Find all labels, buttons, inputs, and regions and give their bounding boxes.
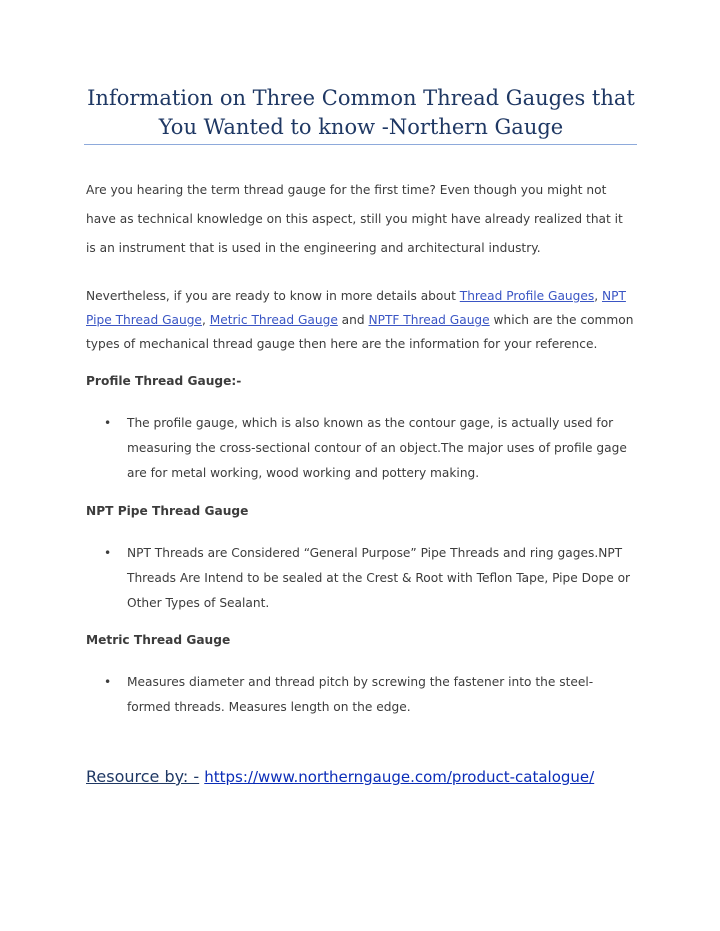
bullet-icon: •: [104, 546, 112, 560]
list-item-text: NPT Threads are Considered “General Purpose” Pipe Threads and ring gages.NPT Threads Are Intend to be sealed at the Crest & Root with Teflon Tape, Pipe Dope or Other Types of Sealant.: [127, 546, 631, 610]
section-heading-npt: NPT Pipe Thread Gauge: [86, 504, 249, 518]
separator: ,: [201, 313, 210, 327]
thread-profile-gauges-link[interactable]: Thread Profile Gauges: [459, 289, 595, 303]
bullet-icon: •: [104, 416, 112, 430]
resource-url-link[interactable]: https://www.northerngauge.com/product-catalogue/: [204, 768, 595, 786]
page-title: Information on Three Common Thread Gauges that You Wanted to know -Northern Gauge: [87, 86, 635, 139]
section-heading-profile: Profile Thread Gauge:-: [86, 374, 242, 388]
title-divider: [84, 144, 637, 145]
gauges-paragraph-tail: which are the common types of mechanical thread gauge then here are the information for your reference.: [86, 313, 634, 351]
nptf-thread-gauge-link[interactable]: NPTF Thread Gauge: [368, 313, 490, 327]
npt-pipe-thread-gauge-link[interactable]: NPT Pipe Thread Gauge: [86, 289, 626, 327]
separator: and: [337, 313, 369, 327]
resource-line: [86, 767, 594, 786]
resource-label: Resource by: -: [86, 767, 200, 786]
metric-thread-gauge-link[interactable]: Metric Thread Gauge: [209, 313, 338, 327]
gauges-paragraph-lead: Nevertheless, if you are ready to know in more details about: [86, 289, 460, 303]
separator: ,: [594, 289, 602, 303]
bullet-icon: •: [104, 675, 112, 689]
gauges-paragraph: [86, 284, 636, 356]
intro-paragraph: Are you hearing the term thread gauge for the first time? Even though you might not have as technical knowledge on this aspect, still you might have already realized that it is an instrument that is used in the engineering and architectural industry.: [86, 183, 623, 255]
list-item-text: The profile gauge, which is also known as the contour gage, is actually used for measuring the cross-sectional contour of an object.The major uses of profile gage are for metal working, wood working and pottery making.: [127, 416, 627, 480]
section-heading-metric: Metric Thread Gauge: [86, 633, 231, 647]
list-item-text: Measures diameter and thread pitch by screwing the fastener into the steel-formed threads. Measures length on the edge.: [127, 675, 594, 714]
